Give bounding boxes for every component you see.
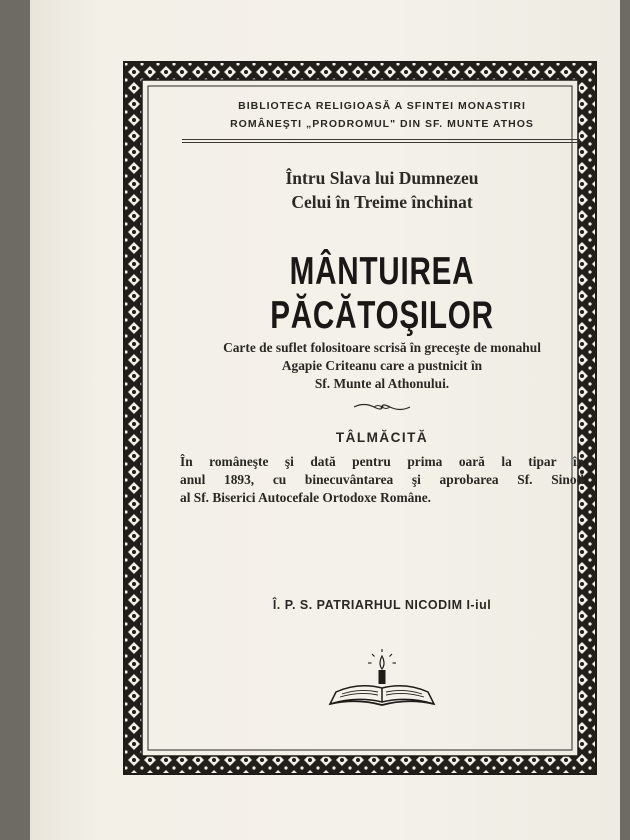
- patriarch-credit: Î. P. S. PATRIARHUL NICODIM I-iul: [272, 598, 492, 612]
- book-title: MÂNTUIREA PĂCĂTOŞILOR: [270, 250, 494, 337]
- series-line-1: BIBLIOTECA RELIGIOASĂ A SFINTEI MONASTIRI: [238, 100, 526, 112]
- translation-line-2: anul 1893, cu binecuvântarea şi aprobarea Sf. Sinod: [180, 472, 584, 487]
- title-page-content: [178, 92, 586, 752]
- series-line-2: ROMÂNEŞTI „PRODROMUL" DIN SF. MUNTE ATHOS: [230, 118, 534, 130]
- open-book-candle-icon: [326, 648, 438, 710]
- header-rule: [182, 142, 580, 143]
- description-line-1: Carte de suflet folositoare scrisă în greceşte de monahul: [223, 340, 541, 355]
- translation-line-1: În româneşte şi dată pentru prima oară la tipar în: [180, 454, 584, 469]
- title-page: [30, 0, 620, 840]
- dedication-line-1: Întru Slava lui Dumnezeu: [285, 168, 479, 188]
- description-line-2: Agapie Criteanu care a pustnicit în: [281, 358, 483, 373]
- dedication-line-2: Celui în Treime închinat: [291, 192, 473, 212]
- translation-heading: TÂLMĂCITĂ: [335, 430, 429, 445]
- header-rule: [182, 139, 580, 140]
- description-line-3: Sf. Munte al Athonului.: [314, 376, 450, 391]
- translation-line-3: al Sf. Biserici Autocefale Ortodoxe Române.: [180, 490, 432, 505]
- flourish-divider-icon: [352, 402, 412, 412]
